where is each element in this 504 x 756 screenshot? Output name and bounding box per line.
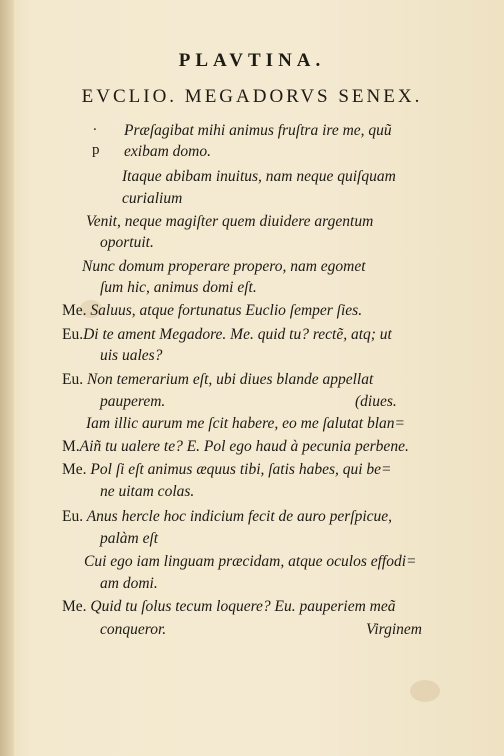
speaker-label: Eu. — [62, 508, 84, 525]
speaker-label: Eu. — [62, 326, 84, 343]
text-line: uis uales? — [100, 347, 163, 364]
speaker-label: M. — [62, 438, 80, 455]
text-line: Præſagibat mihi animus fruſtra ire me, quũ — [124, 122, 392, 139]
text-line: oportuit. — [100, 234, 154, 251]
speech-line: Me. Quid tu ſolus tecum loquere? Eu. pauperiem meã — [62, 598, 396, 615]
speech-line: M.Aiñ tu ualere te? E. Pol ego haud à pecunia perbene. — [62, 438, 409, 455]
text-line: ſum hic, animus domi eſt. — [100, 279, 257, 296]
text-line: Venit, neque magiſter quem diuidere argentum — [86, 213, 374, 230]
text-line: Itaque abibam inuitus, nam neque quiſquam — [122, 168, 396, 185]
running-head: PLAVTINA. — [178, 50, 326, 71]
margin-mark: . — [93, 118, 97, 134]
speech-line: Eu. Anus hercle hoc indicium fecit de auro perſpicue, — [62, 508, 393, 525]
text-line: palàm eſt — [100, 530, 159, 547]
speech-line: Me. Saluus, atque fortunatus Euclio ſemper ſies. — [62, 302, 363, 319]
speaker-label: Me. — [62, 461, 87, 478]
margin-mark: p — [92, 142, 100, 158]
speech-line: Me. Pol ſi eſt animus æquus tibi, ſatis habes, qui be= — [62, 461, 392, 478]
speech-line: Eu.Di te ament Megadore. Me. quid tu? rectẽ, atq; ut — [62, 326, 392, 343]
text-line: conqueror. — [100, 621, 167, 638]
text-line: Iam illic aurum me ſcit habere, eo me ſalutat blan= — [86, 415, 405, 432]
text-line: Nunc domum properare propero, nam egomet — [82, 258, 366, 275]
speaker-label: Me. — [62, 302, 87, 319]
catchword: Virginem — [366, 621, 422, 638]
text-line: (diues. — [355, 393, 397, 410]
text-line: pauperem. — [100, 393, 166, 410]
speech-line: Eu. Non temerarium eſt, ubi diues blande appellat — [62, 371, 374, 388]
text-line: exibam domo. — [124, 143, 211, 160]
page-gutter — [0, 0, 14, 756]
text-line: Cui ego iam linguam præcidam, atque oculos effodi= — [84, 553, 417, 570]
text-line: am domi. — [100, 575, 158, 592]
scene-speakers: EVCLIO. MEGADORVS SENEX. — [81, 86, 423, 107]
paper-stain — [410, 680, 440, 702]
text-line: ne uitam colas. — [100, 483, 195, 500]
speaker-label: Eu. — [62, 371, 84, 388]
text-line: curialium — [122, 190, 183, 207]
speaker-label: Me. — [62, 598, 87, 615]
